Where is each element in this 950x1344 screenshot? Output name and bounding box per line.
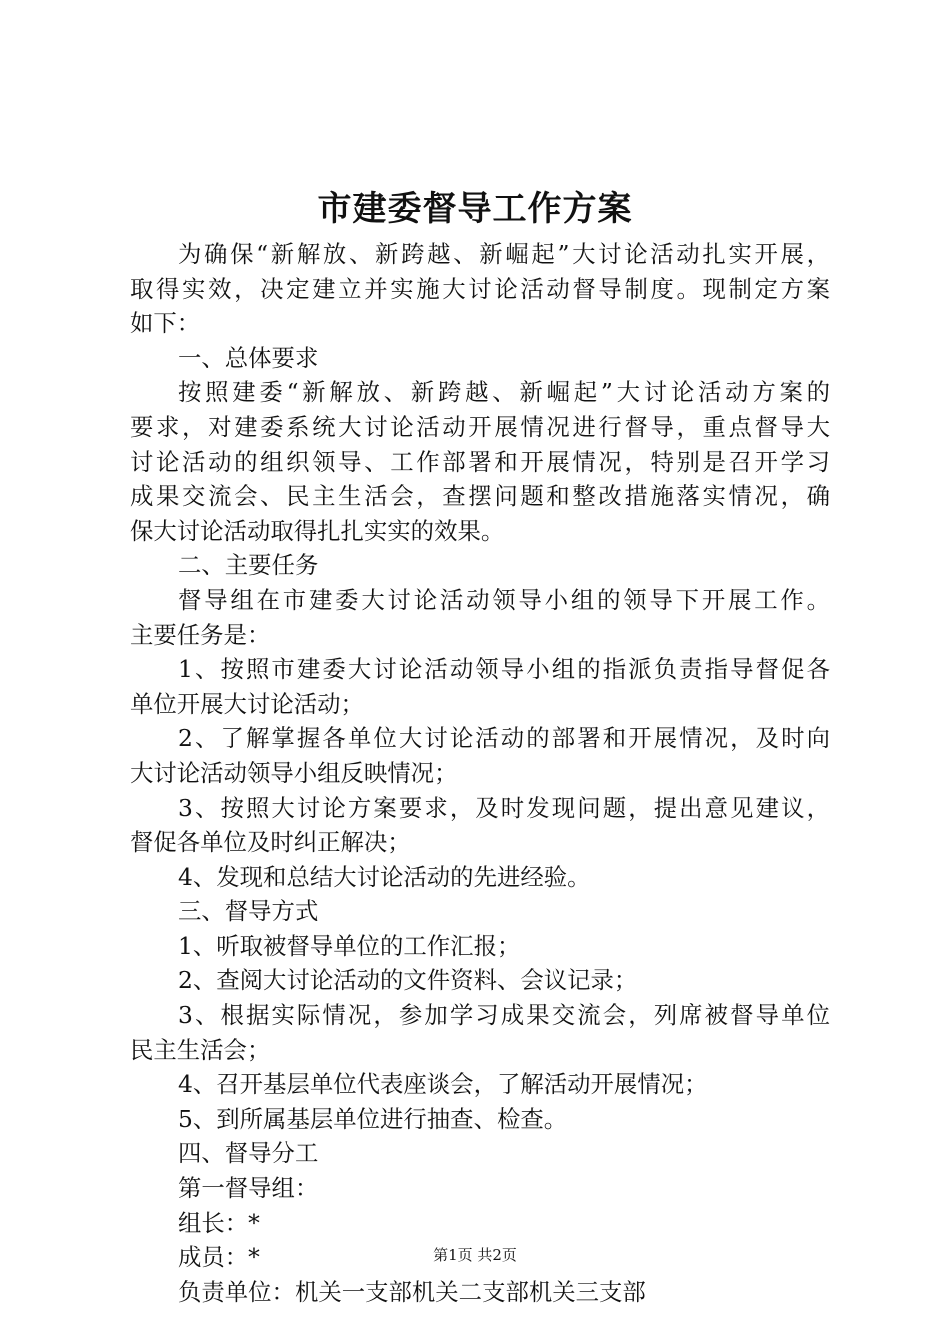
text-line: 成果交流会、民主生活会，查摆问题和整改措施落实情况，确	[130, 482, 830, 511]
text-line: 二、主要任务	[178, 551, 319, 580]
text-line: 大讨论活动领导小组反映情况；	[130, 758, 458, 787]
document-body	[130, 237, 830, 1309]
text-line: 督导组在市建委大讨论活动领导小组的领导下开展工作。	[178, 585, 830, 614]
text-line: 5、到所属基层单位进行抽查、检查。	[178, 1104, 568, 1133]
text-line: 1、按照市建委大讨论活动领导小组的指派负责指导督促各	[178, 655, 830, 684]
text-line: 4、召开基层单位代表座谈会，了解活动开展情况；	[178, 1070, 708, 1099]
text-line: 第一督导组：	[178, 1174, 319, 1203]
text-line: 如下：	[130, 309, 201, 338]
text-line: 1、听取被督导单位的工作汇报；	[178, 931, 521, 960]
text-line: 单位开展大讨论活动；	[130, 689, 364, 718]
text-line: 讨论活动的组织领导、工作部署和开展情况，特别是召开学习	[130, 447, 830, 476]
document-title: 市建委督导工作方案	[317, 189, 633, 229]
text-line: 3、根据实际情况，参加学习成果交流会，列席被督导单位	[178, 1001, 830, 1030]
text-line: 主要任务是：	[130, 620, 271, 649]
page-footer: 第1页 共2页	[433, 1246, 517, 1264]
text-line: 4、发现和总结大讨论活动的先进经验。	[178, 862, 591, 891]
text-line: 三、督导方式	[178, 897, 319, 926]
text-line: 四、督导分工	[178, 1139, 319, 1168]
text-line: 成员：*	[178, 1243, 260, 1272]
text-line: 保大讨论活动取得扎扎实实的效果。	[130, 516, 505, 545]
text-line: 3、按照大讨论方案要求，及时发现问题，提出意见建议，	[178, 793, 830, 822]
text-line: 督促各单位及时纠正解决；	[130, 828, 411, 857]
text-line: 民主生活会；	[130, 1035, 271, 1064]
text-line: 组长：*	[178, 1208, 260, 1237]
text-line: 负责单位：机关一支部机关二支部机关三支部	[178, 1277, 646, 1306]
text-line: 一、总体要求	[178, 343, 319, 372]
text-line: 为确保“新解放、新跨越、新崛起”大讨论活动扎实开展，	[178, 240, 830, 268]
text-line: 要求，对建委系统大讨论活动开展情况进行督导，重点督导大	[130, 412, 830, 441]
text-line: 取得实效，决定建立并实施大讨论活动督导制度。现制定方案	[130, 274, 830, 303]
text-line: 2、查阅大讨论活动的文件资料、会议记录；	[178, 966, 638, 995]
text-line: 按照建委“新解放、新跨越、新崛起”大讨论活动方案的	[178, 378, 830, 407]
text-line: 2、了解掌握各单位大讨论活动的部署和开展情况，及时向	[178, 724, 830, 753]
